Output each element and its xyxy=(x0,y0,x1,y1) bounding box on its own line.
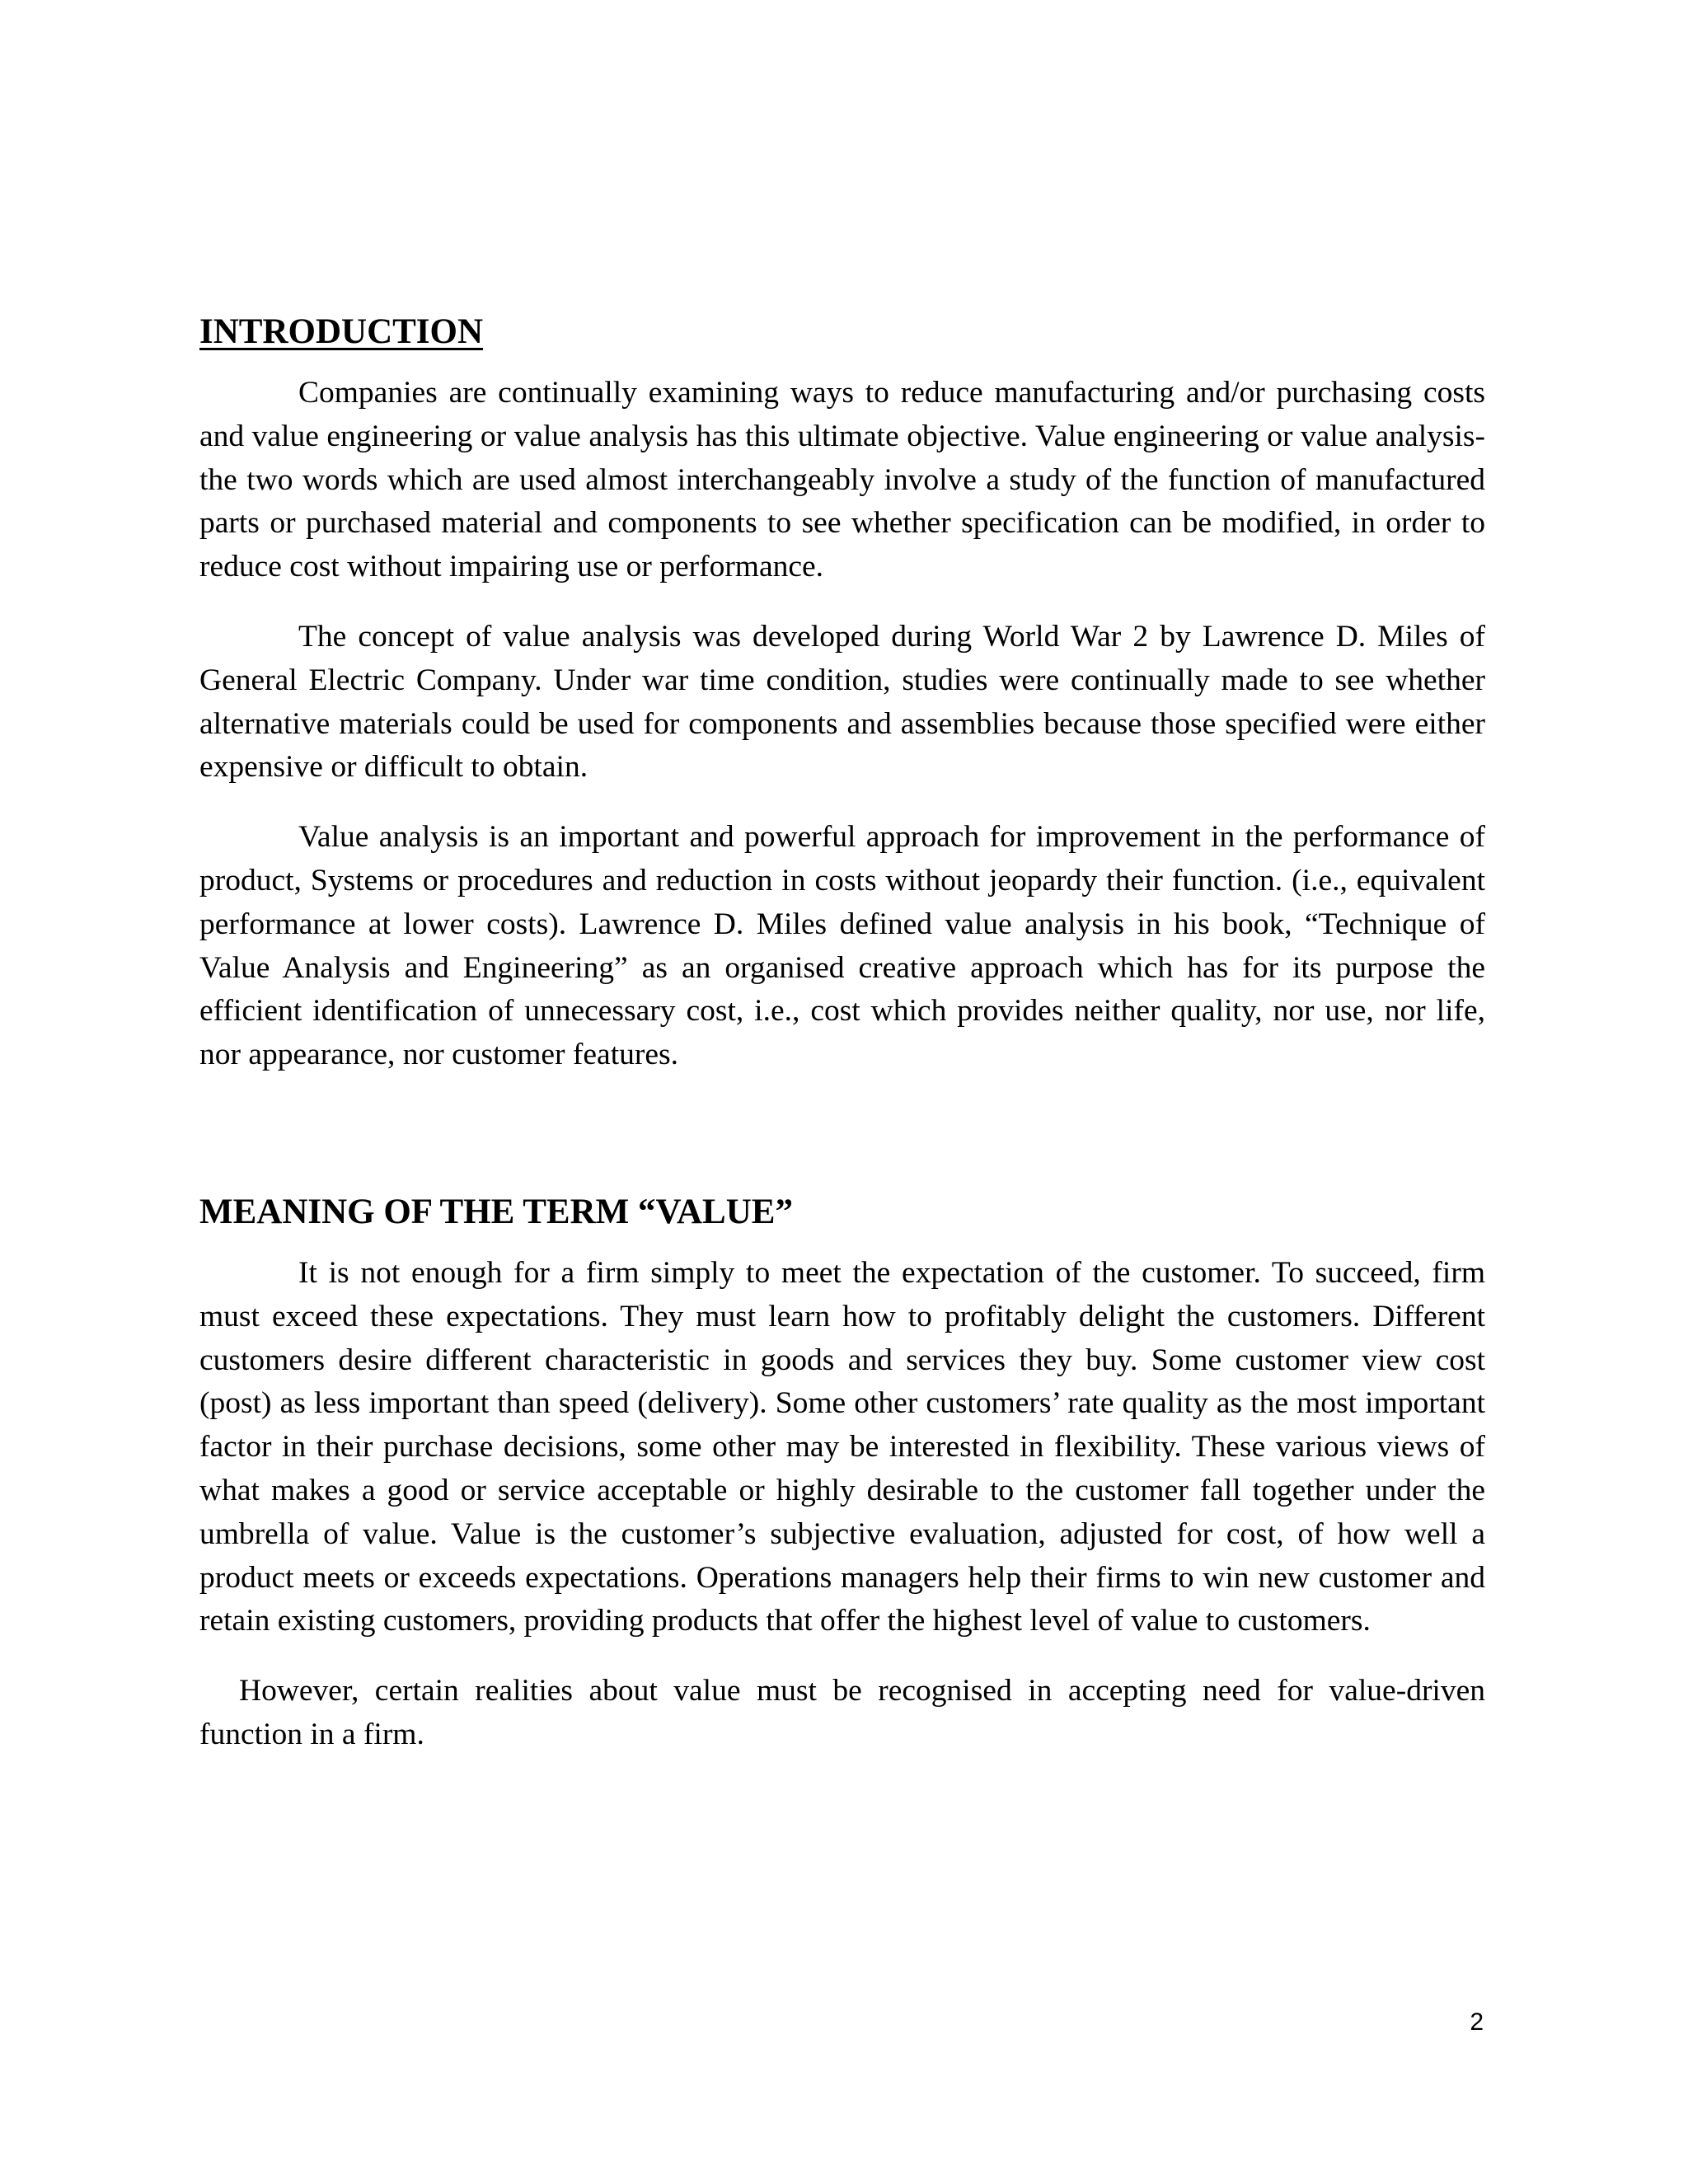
page-number: 2 xyxy=(1470,2008,1484,2036)
meaning-paragraph-2: However, certain realities about value must be recognised in accepting need for value-driven function in a firm. xyxy=(199,1674,1485,1751)
introduction-paragraph-1: Companies are continually examining ways to reduce manufacturing and/or purchasing costs and value engineering or value analysis has this ultimate objective. Value engineering or value analysis- the two words which are used almost interchangeably involve a study of the function of manufactured parts or purchased material and components to see whether specification can be modified, in order to reduce cost without impairing use or performance. xyxy=(199,376,1485,584)
page-content xyxy=(199,309,1485,1757)
introduction-paragraph-3: Value analysis is an important and powerful approach for improvement in the performance of product, Systems or procedures and reduction in costs without jeopardy their function. (i.e., equivalent performance at lower costs). Lawrence D. Miles defined value analysis in his book, “Technique of Value Analysis and Engineering” as an organised creative approach which has for its purpose the efficient identification of unnecessary cost, i.e., cost which provides neither quality, nor use, nor life, nor appearance, nor customer features. xyxy=(199,820,1485,1072)
introduction-paragraph-2: The concept of value analysis was developed during World War 2 by Lawrence D. Miles of General Electric Company. Under war time condition, studies were continually made to see whether alternative materials could be used for components and assemblies because those specified were either expensive or difficult to obtain. xyxy=(199,619,1485,785)
meaning-paragraph-1: It is not enough for a firm simply to meet the expectation of the customer. To succeed, firm must exceed these expectations. They must learn how to profitably delight the customers. Different customers desire different characteristic in goods and services they buy. Some customer view cost (post) as less important than speed (delivery). Some other customers’ rate quality as the most important factor in their purchase decisions, some other may be interested in flexibility. These various views of what makes a good or service acceptable or highly desirable to the customer fall together under the umbrella of value. Value is the customer’s subjective evaluation, adjusted for cost, of how well a product meets or exceeds expectations. Operations managers help their firms to win new customer and retain existing customers, providing products that offer the highest level of value to customers. xyxy=(199,1255,1485,1638)
meaning-of-value-heading: MEANING OF THE TERM “VALUE” xyxy=(199,1192,793,1231)
introduction-heading: INTRODUCTION xyxy=(199,312,484,351)
